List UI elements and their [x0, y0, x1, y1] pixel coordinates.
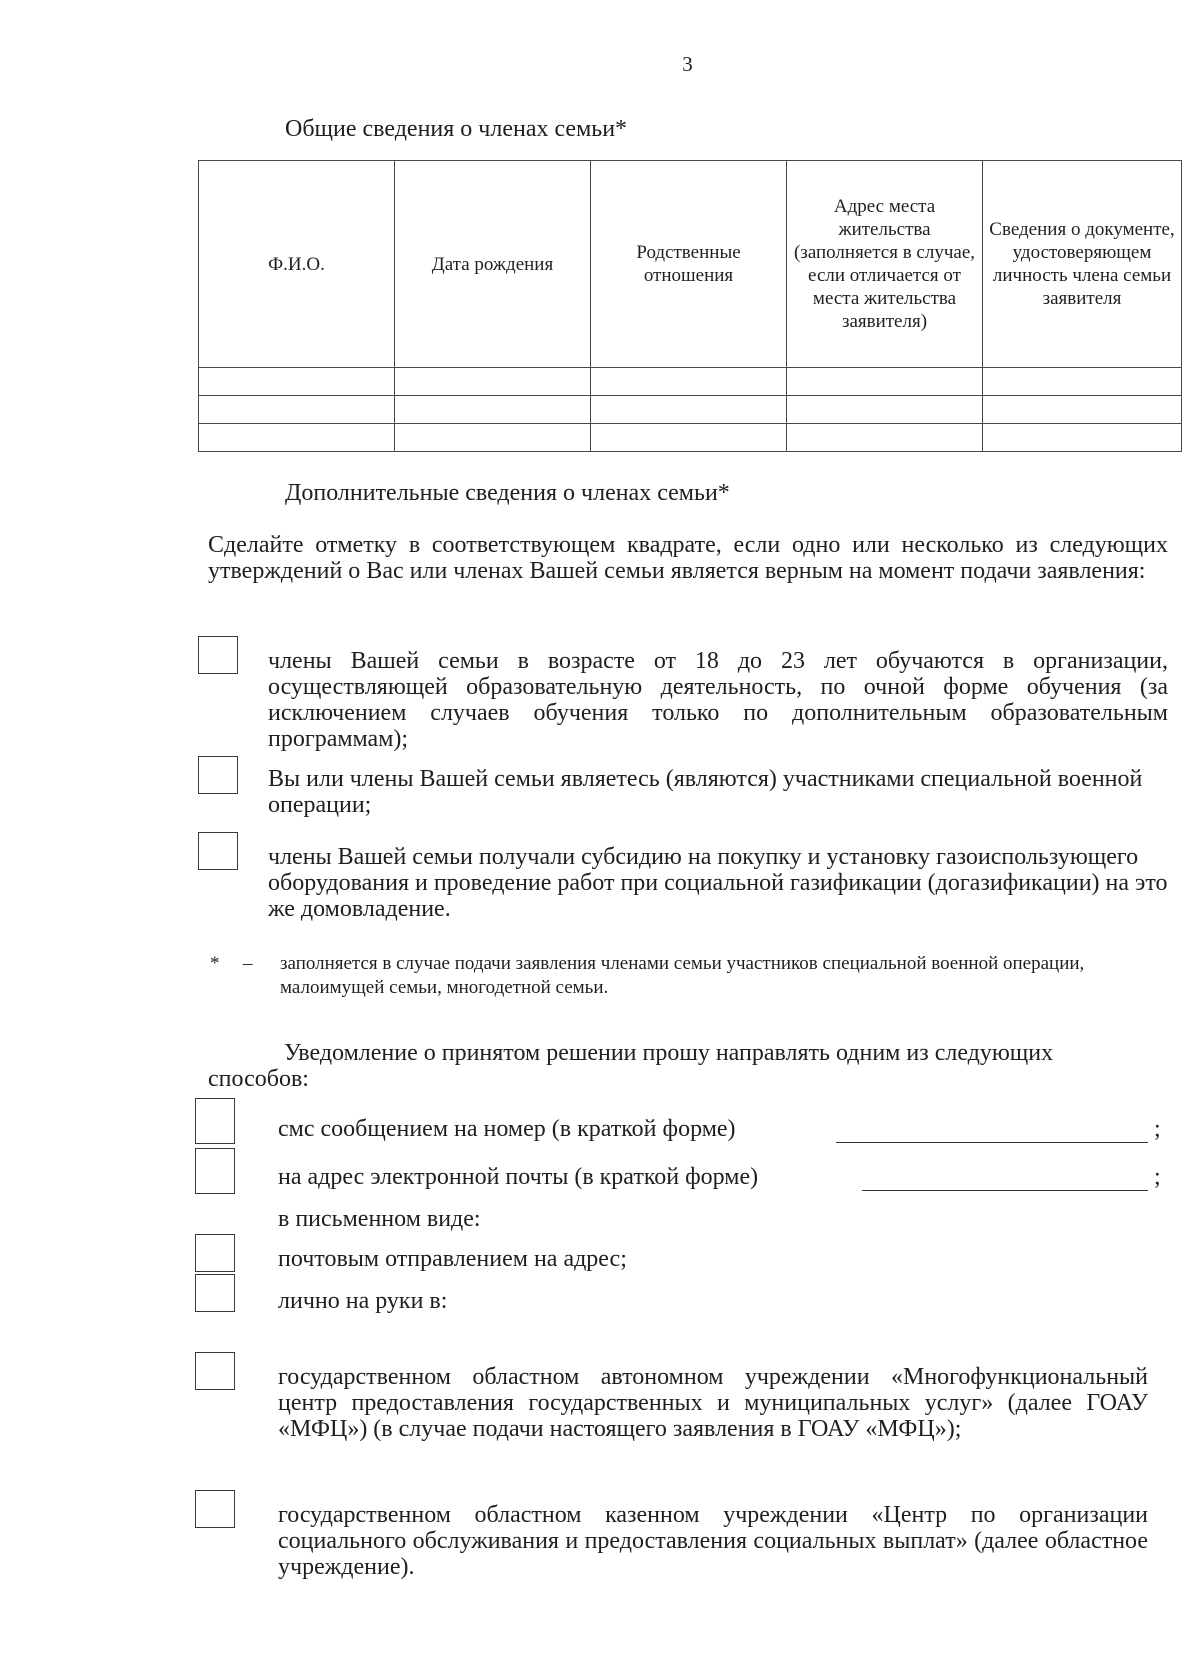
regional-institution-option-text: государственном областном казенном учреждении «Центр по организации социального обслуживания и предоставления социальных выплат» (далее областное учреждение). [278, 1502, 1148, 1580]
table-row [199, 396, 1182, 424]
table-cell[interactable] [395, 396, 591, 424]
written-form-label: в письменном виде: [278, 1206, 481, 1232]
column-header-fio: Ф.И.О. [199, 161, 395, 368]
family-additional-title: Дополнительные сведения о членах семьи* [285, 480, 730, 506]
family-general-title: Общие сведения о членах семьи* [285, 116, 628, 142]
table-cell[interactable] [983, 424, 1182, 452]
table-cell[interactable] [983, 396, 1182, 424]
table-cell[interactable] [983, 368, 1182, 396]
svo-participant-checkbox[interactable] [198, 756, 238, 794]
column-header-relationship: Родственные отношения [591, 161, 787, 368]
table-cell[interactable] [787, 424, 983, 452]
gas-subsidy-option-text: члены Вашей семьи получали субсидию на покупку и установку газоиспользующего оборудования и проведение работ при социальной газификации (догазификации) на это же домовладение. [268, 844, 1168, 922]
column-header-id-document: Сведения о документе, удостоверяющем личность члена семьи заявителя [983, 161, 1182, 368]
regional-institution-checkbox[interactable] [195, 1490, 235, 1528]
table-row [199, 424, 1182, 452]
mfc-checkbox[interactable] [195, 1352, 235, 1390]
column-header-address: Адрес места жительства (заполняется в случае, если отличается от места жительства заявителя) [787, 161, 983, 368]
table-cell[interactable] [395, 368, 591, 396]
sms-semicolon: ; [1154, 1116, 1161, 1142]
email-checkbox[interactable] [195, 1148, 235, 1194]
footnote-text: заполняется в случае подачи заявления членами семьи участников специальной военной операции, малоимущей семьи, многодетной семьи. [280, 953, 1085, 998]
in-person-checkbox[interactable] [195, 1274, 235, 1312]
table-cell[interactable] [199, 424, 395, 452]
table-cell[interactable] [787, 396, 983, 424]
gas-subsidy-checkbox[interactable] [198, 832, 238, 870]
email-semicolon: ; [1154, 1164, 1161, 1190]
table-row [199, 368, 1182, 396]
instruction-text: Сделайте отметку в соответствующем квадрате, если одно или несколько из следующих утверждений о Вас или членах Вашей семьи является верным на момент подачи заявления: [208, 532, 1168, 584]
sms-phone-input[interactable] [836, 1122, 1148, 1143]
footnote-asterisk: * [210, 953, 220, 974]
table-header-row [199, 161, 1182, 368]
table-cell[interactable] [591, 424, 787, 452]
table-cell[interactable] [591, 368, 787, 396]
post-checkbox[interactable] [195, 1234, 235, 1272]
page-number: 3 [682, 52, 693, 76]
table-cell[interactable] [787, 368, 983, 396]
student-option-text: члены Вашей семьи в возрасте от 18 до 23 лет обучаются в организации, осуществляющей образовательную деятельность, по очной форме обучения (за исключением случаев обучения только по дополнительным образовательным программам); [268, 648, 1168, 752]
email-address-input[interactable] [862, 1170, 1148, 1191]
table-cell[interactable] [199, 368, 395, 396]
family-members-table [198, 160, 1182, 452]
table-cell[interactable] [395, 424, 591, 452]
email-label: на адрес электронной почты (в краткой форме) [278, 1164, 759, 1190]
post-label: почтовым отправлением на адрес; [278, 1246, 627, 1272]
footnote-dash: – [243, 953, 253, 974]
mfc-option-text: государственном областном автономном учреждении «Многофункциональный центр предоставления государственных и муниципальных услуг» (далее ГОАУ «МФЦ») (в случае подачи настоящего заявления в ГОАУ «МФЦ»); [278, 1364, 1148, 1442]
sms-label: смс сообщением на номер (в краткой форме) [278, 1116, 736, 1142]
table-cell[interactable] [591, 396, 787, 424]
sms-checkbox[interactable] [195, 1098, 235, 1144]
notification-intro: Уведомление о принятом решении прошу направлять одним из следующих способов: [208, 1040, 1054, 1092]
in-person-label: лично на руки в: [278, 1288, 448, 1314]
svo-participant-option-text: Вы или члены Вашей семьи являетесь (являются) участниками специальной военной операции; [268, 766, 1143, 818]
student-checkbox[interactable] [198, 636, 238, 674]
column-header-birth-date: Дата рождения [395, 161, 591, 368]
table-cell[interactable] [199, 396, 395, 424]
